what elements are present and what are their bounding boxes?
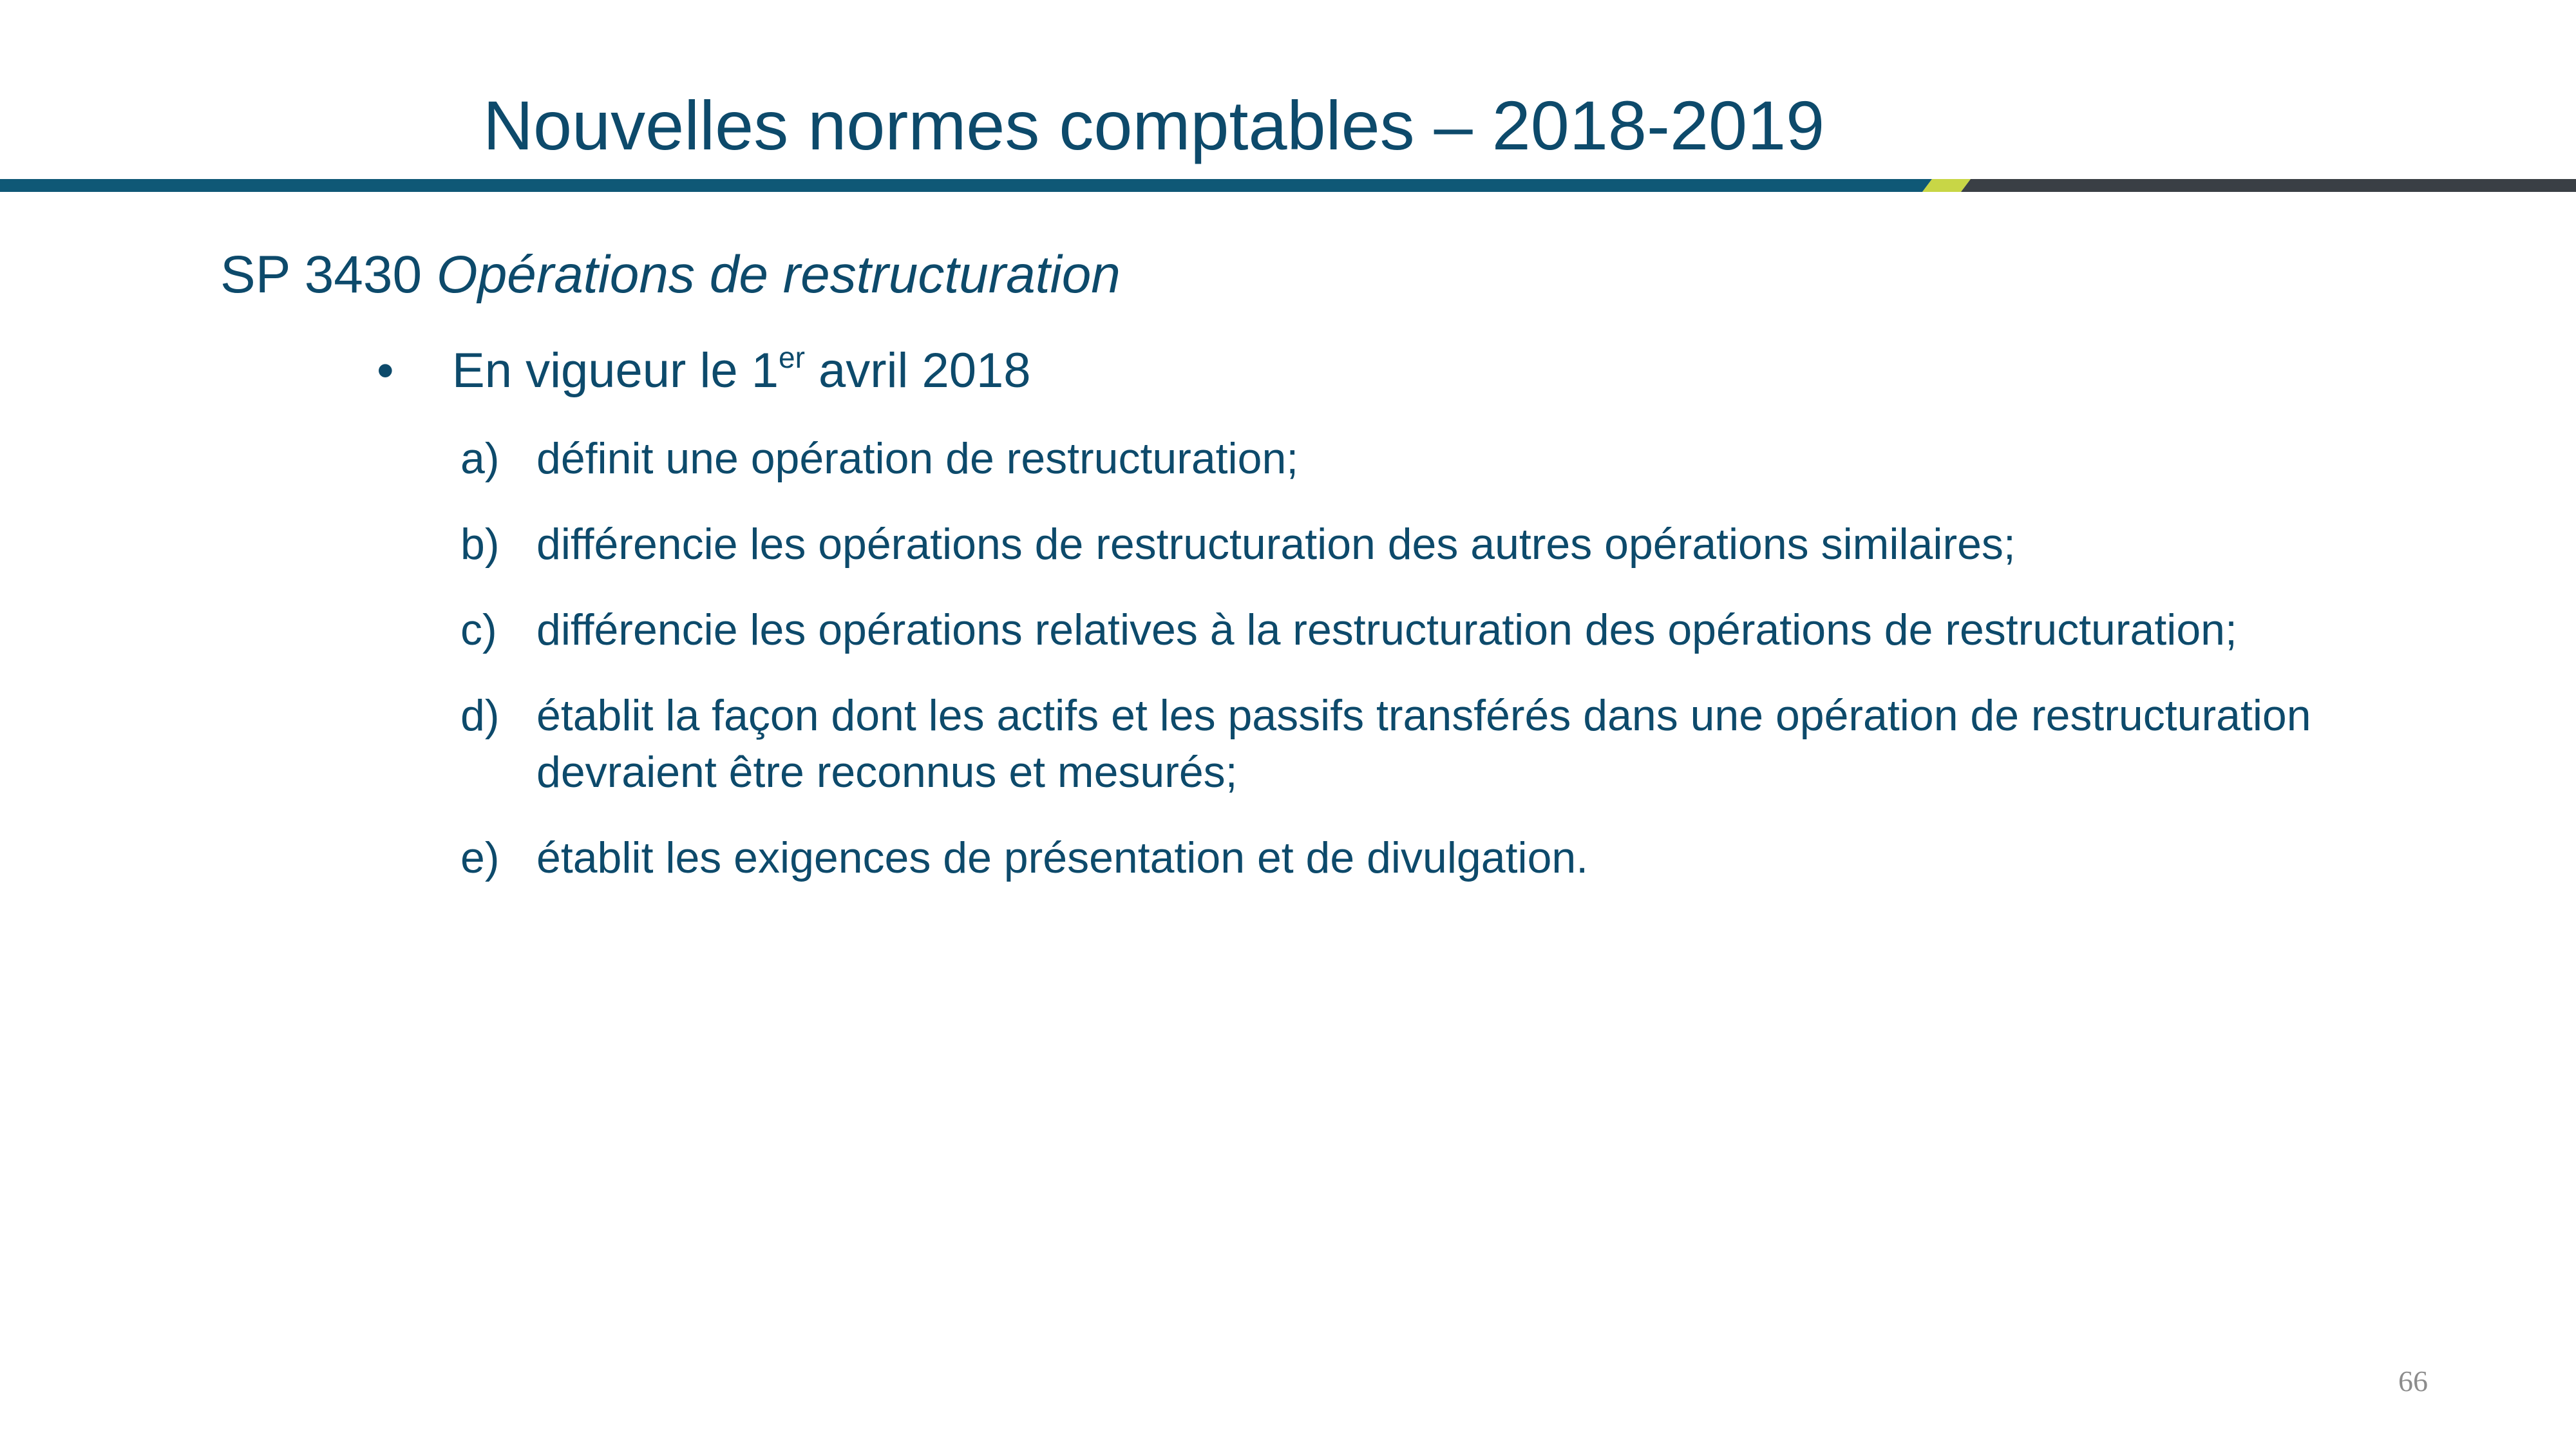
list-item-marker: e) xyxy=(460,833,500,882)
list-item xyxy=(460,601,2457,658)
list-item-text: différencie les opérations de restructuration des autres opérations similaires; xyxy=(536,520,2016,569)
criteria-list xyxy=(460,430,2457,915)
header-bar-dark-segment xyxy=(1961,179,2576,192)
list-item xyxy=(460,516,2457,573)
effective-date-text-start: En vigueur le 1 xyxy=(452,343,779,398)
section-code: SP 3430 xyxy=(220,245,422,304)
list-item-marker: c) xyxy=(460,605,497,654)
header-divider-bar xyxy=(0,179,2576,192)
list-item xyxy=(460,829,2457,886)
slide-title: Nouvelles normes comptables – 2018-2019 xyxy=(483,86,1825,164)
section-title: Opérations de restructuration xyxy=(436,245,1121,304)
header-bar-blue-segment xyxy=(0,179,1932,192)
list-item-text: établit les exigences de présentation et de divulgation. xyxy=(536,833,1589,882)
list-item-marker: d) xyxy=(460,691,500,740)
list-item-text: différencie les opérations relatives à la restructuration des opérations de restructuration; xyxy=(536,605,2237,654)
list-item-marker: b) xyxy=(460,520,500,569)
list-item xyxy=(460,430,2457,487)
effective-date-text-end: avril 2018 xyxy=(804,343,1031,398)
list-item-text: établit la façon dont les actifs et les passifs transférés dans une opération de restructuration devraient être reconnus et mesurés; xyxy=(536,691,2311,797)
bullet-icon: • xyxy=(377,343,394,398)
effective-date-superscript: er xyxy=(779,341,805,374)
list-item xyxy=(460,687,2457,800)
page-number: 66 xyxy=(2398,1365,2428,1397)
section-heading xyxy=(220,240,1121,310)
effective-date-bullet xyxy=(377,337,1031,404)
list-item-text: définit une opération de restructuration; xyxy=(536,434,1299,483)
list-item-marker: a) xyxy=(460,434,500,483)
